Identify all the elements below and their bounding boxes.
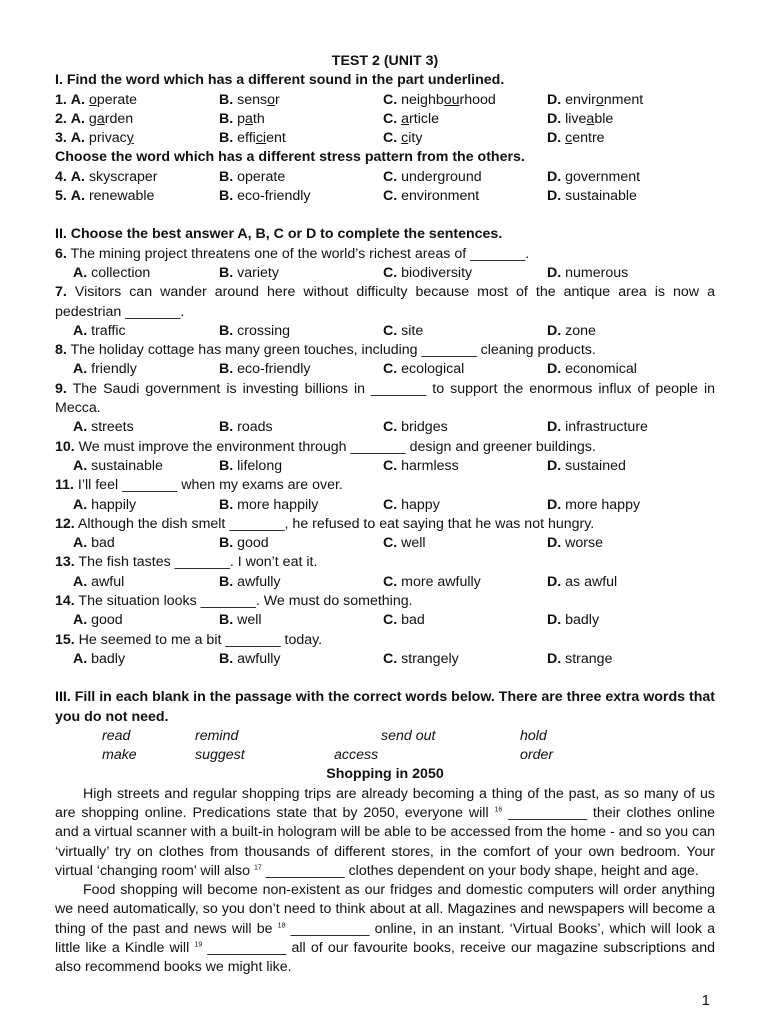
option-d: D. strange xyxy=(547,650,613,667)
question-options xyxy=(55,496,715,515)
stress-heading: Choose the word which has a different stress pattern from the others. xyxy=(55,149,525,166)
option-b: B. crossing xyxy=(219,322,290,339)
question-stem: 7. Visitors can wander around here without difficulty because most of the antique area is now a pedestrian _______. xyxy=(55,284,715,320)
question-options xyxy=(55,650,715,669)
section-2-heading: II. Choose the best answer A, B, C or D to complete the sentences. xyxy=(55,226,503,243)
option-c: C. strangely xyxy=(383,650,459,667)
question-5: 5. A. renewable B. eco-friendly C. environment D. sustainable xyxy=(55,188,637,205)
option-c: C. biodiversity xyxy=(383,264,473,281)
question-stem: 8. The holiday cottage has many green touches, including _______ cleaning products. xyxy=(55,342,596,359)
option-a: A. friendly xyxy=(73,361,137,378)
option-b: B. awfully xyxy=(219,650,281,667)
question-options xyxy=(55,322,715,341)
section-3-heading: III. Fill in each blank in the passage with the correct words below. There are three extra words that you do not need. xyxy=(55,689,715,725)
option-a: A. badly xyxy=(73,650,126,667)
option-b: B. lifelong xyxy=(219,457,283,474)
question-1: 1. A. operate B. sensor C. neighbourhood D. environment xyxy=(55,91,644,108)
section-2-questions xyxy=(55,245,715,670)
question-options xyxy=(55,360,715,379)
option-b: B. well xyxy=(219,612,262,629)
option-a: A. good xyxy=(73,612,123,629)
word-bank-row-1: read remind send out hold xyxy=(102,727,547,744)
word-bank-row-2: make suggest access order xyxy=(102,747,554,764)
option-a: A. bad xyxy=(73,535,115,552)
option-b: B. eco-friendly xyxy=(219,361,311,378)
option-c: C. harmless xyxy=(383,457,459,474)
question-options xyxy=(55,573,715,592)
question-options xyxy=(55,534,715,553)
option-b: B. variety xyxy=(219,264,279,281)
question-4: 4. A. skyscraper B. operate C. underground D. government xyxy=(55,168,641,185)
option-c: C. ecological xyxy=(383,361,465,378)
question-stem: 11. I’ll feel _______ when my exams are over. xyxy=(55,477,343,494)
question-3: 3. A. privacy B. efficient C. city D. centre xyxy=(55,130,605,147)
page-number: 1 xyxy=(701,992,710,1009)
section-1-heading: I. Find the word which has a different sound in the part underlined. xyxy=(55,72,505,89)
worksheet xyxy=(55,52,715,978)
option-a: A. streets xyxy=(73,419,134,436)
option-c: C. more awfully xyxy=(383,573,481,590)
question-options xyxy=(55,264,715,283)
question-stem: 14. The situation looks _______. We must do something. xyxy=(55,593,413,610)
option-d: D. as awful xyxy=(547,573,618,590)
option-b: B. awfully xyxy=(219,573,281,590)
option-a: A. happily xyxy=(73,496,137,513)
option-c: C. happy xyxy=(383,496,440,513)
option-c: C. well xyxy=(383,535,426,552)
option-c: C. bridges xyxy=(383,419,448,436)
option-d: D. more happy xyxy=(547,496,641,513)
question-options xyxy=(55,611,715,630)
question-stem: 9. The Saudi government is investing billions in _______ to support the enormous influx of people in Mecca. xyxy=(55,380,715,417)
question-stem: 15. He seemed to me a bit _______ today. xyxy=(55,631,323,648)
question-stem: 12. Although the dish smelt _______, he refused to eat saying that he was not hungry. xyxy=(55,515,595,532)
option-a: A. collection xyxy=(73,264,151,281)
question-stem: 6. The mining project threatens one of the world’s richest areas of _______. xyxy=(55,245,530,262)
question-stem: 13. The fish tastes _______. I won’t eat it. xyxy=(55,554,318,571)
passage-title: Shopping in 2050 xyxy=(326,766,444,783)
option-d: D. sustained xyxy=(547,457,626,474)
option-c: C. bad xyxy=(383,612,425,629)
option-d: D. worse xyxy=(547,535,603,552)
question-options xyxy=(55,457,715,476)
option-a: A. awful xyxy=(73,573,125,590)
option-d: D. zone xyxy=(547,322,596,339)
option-c: C. site xyxy=(383,322,424,339)
passage-paragraph-1: High streets and regular shopping trips are already becoming a thing of the past, as so many of us are shopping online. Predications state that by 2050, everyone will $^{16}$ __________ their clothes online and a virtual scanner with a built-in hologram will be able to be accessed from the home - and so you can ‘virtually’ try on clothes from thousands of different stores, in the comfort of your own bedroom. Your virtual ‘changing room’ will also $^{17}$ __________ clothes dependent on your body shape, height and age. xyxy=(55,785,715,879)
option-a: A. traffic xyxy=(73,322,126,339)
option-d: D. infrastructure xyxy=(547,419,648,436)
option-a: A. sustainable xyxy=(73,457,163,474)
question-2: 2. A. garden B. path C. article D. liveable xyxy=(55,110,614,127)
option-d: D. economical xyxy=(547,361,637,378)
passage xyxy=(55,785,715,978)
passage-paragraph-2: Food shopping will become non-existent as our fridges and domestic computers will order anything we need automatically, so you don’t need to think about at all. Magazines and newspapers will become a thing of the past and news will be $^{18}$ __________ online, in an instant. ‘Virtual Books’, which will look a little like a Kindle will $^{19}$ __________ all of our favourite books, receive our magazine subscriptions and also recommend books we might like. xyxy=(55,882,715,976)
question-options xyxy=(55,418,715,437)
page-title: TEST 2 (UNIT 3) xyxy=(331,53,439,69)
option-d: D. badly xyxy=(547,612,600,629)
option-b: B. more happily xyxy=(219,496,319,513)
option-b: B. roads xyxy=(219,419,273,436)
option-b: B. good xyxy=(219,535,269,552)
option-d: D. numerous xyxy=(547,264,629,281)
question-stem: 10. We must improve the environment through _______ design and greener buildings. xyxy=(55,438,596,455)
